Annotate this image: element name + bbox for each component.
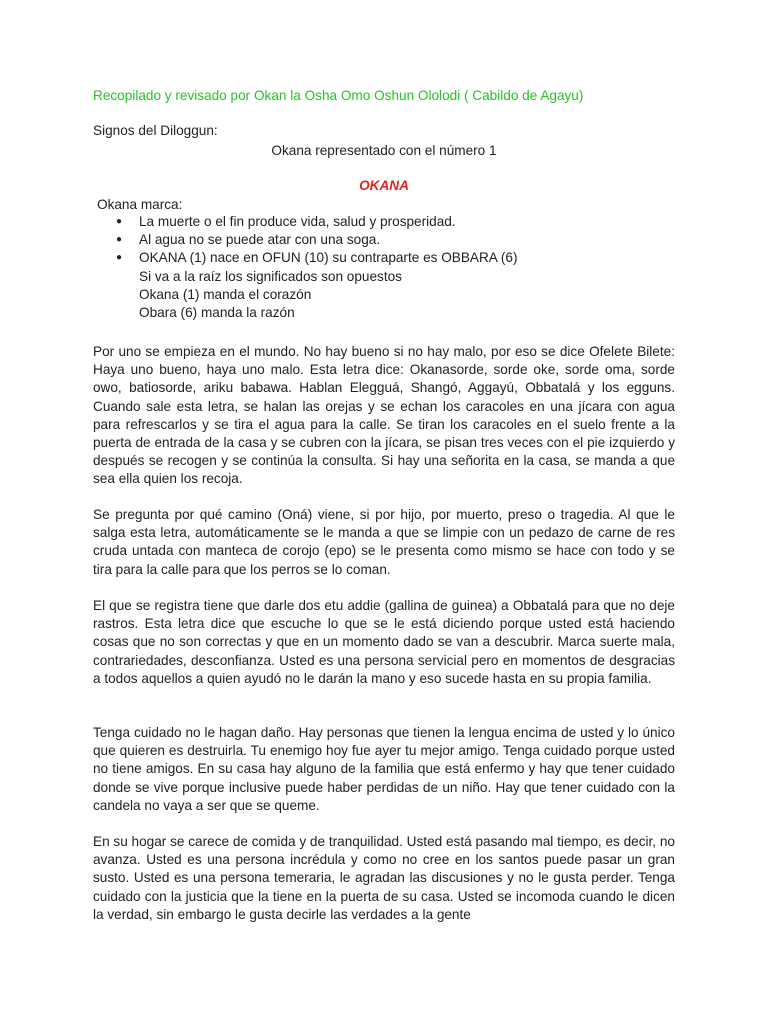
list-item bbox=[112, 249, 518, 267]
list-item bbox=[112, 231, 518, 249]
bullet-icon: ● bbox=[116, 216, 123, 227]
marca-label: Okana marca: bbox=[97, 197, 183, 212]
marca-bullet-list bbox=[112, 213, 518, 267]
bullet-icon: ● bbox=[116, 252, 123, 263]
subtitle: Okana representado con el número 1 bbox=[271, 143, 497, 158]
paragraph-2: Se pregunta por qué camino (Oná) viene, si por hijo, por muerto, preso o tragedia. Al que le salga esta letra, automáticamente se le manda a que se limpie con un pedazo de carne de res cruda untada con manteca de corojo (epo) se le presenta como mismo se hace con todo y se tira para la calle para que los perros se lo coman. bbox=[93, 507, 675, 577]
section-label: Signos del Diloggun: bbox=[93, 123, 218, 138]
paragraph-5: En su hogar se carece de comida y de tranquilidad. Usted está pasando mal tiempo, es decir, no avanza. Usted es una persona incrédula y como no cree en los santos puede pasar un gran susto. Usted es una persona temeraria, le agradan las discusiones y no le gusta perder. Tenga cuidado con la justicia que la tiene en la puerta de su casa. Usted se incomoda cuando le dicen la verdad, sin embargo le gusta decirle las verdades a la gente bbox=[93, 834, 675, 922]
paragraph-1: Por uno se empieza en el mundo. No hay bueno si no hay malo, por eso se dice Ofelete Bilete: Haya uno bueno, haya uno malo. Esta letra dice: Okanasorde, sorde oke, sorde oma, sorde owo, batiosorde, ariku babawa. Hablan Elegguá, Shangó, Aggayú, Obbatalá y los egguns. Cuando sale esta letra, se halan las orejas y se echan los caracoles en una jícara con agua para refrescarlos y se tira el agua para la calle. Se tiran los caracoles en el suelo frente a la puerta de entrada de la casa y se cubren con la jícara, se pisan tres veces con el pie izquierdo y después se recogen y se continúa la consulta. Si hay una señorita en la casa, se manda a que sea ella quien los recoja. bbox=[93, 344, 675, 487]
marca-sub-lines bbox=[139, 268, 402, 322]
sub-line: Okana (1) manda el corazón bbox=[139, 287, 312, 302]
sub-line: Si va a la raíz los significados son opuestos bbox=[139, 269, 402, 284]
bullet-icon: ● bbox=[116, 234, 123, 245]
paragraph-4: Tenga cuidado no le hagan daño. Hay personas que tienen la lengua encima de usted y lo único que quieren es destruirla. Tu enemigo hoy fue ayer tu mejor amigo. Tenga cuidado porque usted no tiene amigos. En su casa hay alguno de la familia que está enfermo y hay que tener cuidado donde se vive porque inclusive puede haber perdidas de un niño. Hay que tener cuidado con la candela no vaya a ser que se queme. bbox=[93, 725, 675, 813]
credit-line: Recopilado y revisado por Okan la Osha Omo Oshun Ololodi ( Cabildo de Agayu) bbox=[93, 88, 584, 103]
list-item-text: Al agua no se puede atar con una soga. bbox=[139, 232, 381, 247]
sign-title: OKANA bbox=[359, 178, 409, 193]
paragraph-3: El que se registra tiene que darle dos etu addie (gallina de guinea) a Obbatalá para que no deje rastros. Esta letra dice que escuche lo que se le está diciendo porque usted está haciendo cosas que no son correctas y que en un momento dado se van a descubrir. Marca suerte mala, contrariedades, desconfianza. Usted es una persona servicial pero en momentos de desgracias a todos aquellos a quien ayudó no le darán la mano y eso sucede hasta en su propia familia. bbox=[93, 598, 675, 686]
list-item bbox=[112, 213, 518, 231]
list-item-text: La muerte o el fin produce vida, salud y prosperidad. bbox=[139, 214, 456, 229]
sub-line: Obara (6) manda la razón bbox=[139, 305, 295, 320]
list-item-text: OKANA (1) nace en OFUN (10) su contraparte es OBBARA (6) bbox=[139, 250, 518, 265]
